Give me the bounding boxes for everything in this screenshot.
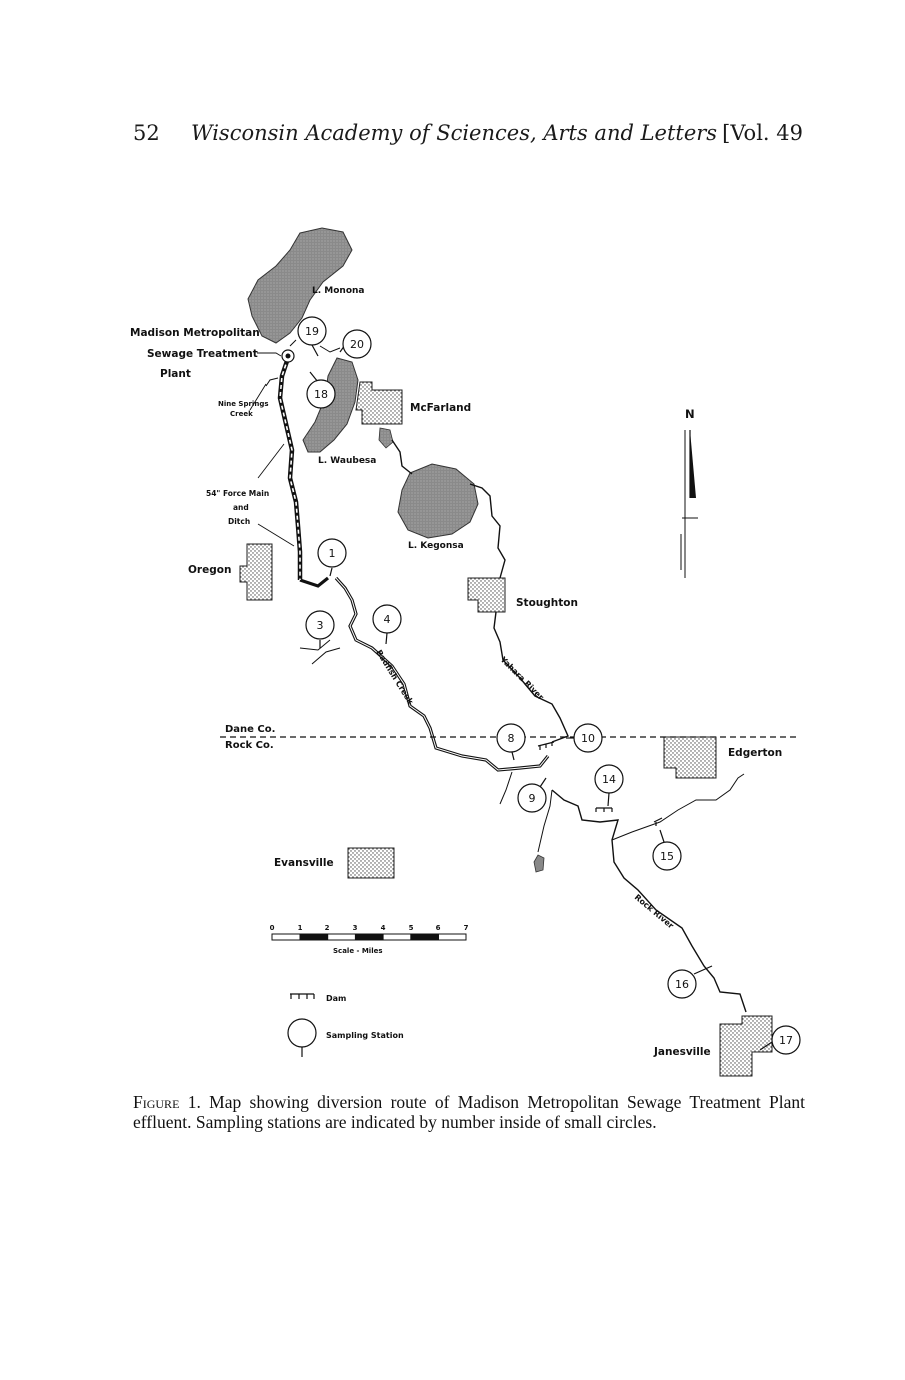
station-3-label: 3	[316, 619, 324, 632]
scale-tick-7: 7	[463, 924, 469, 932]
label-evansville: Evansville	[274, 857, 334, 869]
label-edgerton: Edgerton	[728, 747, 783, 759]
scale-label: Scale - Miles	[333, 947, 383, 955]
scale-bar	[272, 934, 466, 940]
treatment-plant-inner	[286, 354, 291, 359]
figure-caption	[133, 1092, 805, 1132]
label-nine-springs-line2: Creek	[230, 410, 253, 418]
label-lake-waubesa: L. Waubesa	[318, 456, 377, 466]
town-stoughton	[468, 578, 505, 612]
label-rock-river: Rock River	[632, 892, 676, 931]
station-16-label: 16	[675, 978, 689, 991]
legend-station-symbol	[288, 1019, 316, 1047]
page-number: 52	[133, 121, 160, 145]
scale-tick-5: 5	[408, 924, 414, 932]
town-oregon	[240, 544, 272, 600]
legend-dam-symbol	[290, 994, 314, 999]
label-force-main-line3: Ditch	[228, 517, 251, 526]
leader-lines	[250, 353, 294, 546]
journal-title: Wisconsin Academy of Sciences, Arts and Letters	[191, 121, 718, 145]
station-14-label: 14	[602, 773, 616, 786]
scale-tick-1: 1	[297, 924, 303, 932]
town-evansville	[348, 848, 394, 878]
station-4-label: 4	[383, 613, 391, 626]
label-dane-county: Dane Co.	[225, 724, 276, 735]
label-plant-line1: Madison Metropolitan	[130, 327, 260, 339]
station-10-label: 10	[581, 732, 595, 745]
label-oregon: Oregon	[188, 564, 232, 576]
town-edgerton	[664, 737, 716, 778]
scale-tick-0: 0	[269, 924, 275, 932]
station-markers	[298, 317, 800, 1054]
scale-tick-3: 3	[352, 924, 358, 932]
scale-tick-labels	[270, 924, 469, 932]
caption-text: Map showing diversion route of Madison Metropolitan Sewage Treatment Plant effluent. Sampling stations are indicated by number inside of small circles.	[133, 1092, 805, 1132]
station-19-label: 19	[305, 325, 319, 338]
station-9-label: 9	[528, 792, 536, 805]
label-plant-line3: Plant	[160, 368, 191, 380]
town-mcfarland	[356, 382, 402, 424]
scale-tick-2: 2	[324, 924, 330, 932]
label-nine-springs-line1: Nine Springs	[218, 400, 269, 408]
north-arrow	[681, 430, 698, 578]
station-8-label: 8	[507, 732, 515, 745]
station-18-label: 18	[314, 388, 328, 401]
pond-south	[534, 855, 544, 872]
caption-lead: Figure 1.	[133, 1092, 201, 1112]
label-janesville: Janesville	[654, 1046, 711, 1058]
label-badfish-creek: Badfish Creek	[374, 648, 415, 706]
label-lake-monona: L. Monona	[312, 286, 365, 296]
legend-station-label: Sampling Station	[326, 1031, 404, 1040]
station-1-label: 1	[328, 547, 336, 560]
label-lake-kegonsa: L. Kegonsa	[408, 541, 464, 551]
station-20-label: 20	[350, 338, 364, 351]
label-rock-county: Rock Co.	[225, 740, 274, 751]
scale-tick-6: 6	[435, 924, 441, 932]
small-lake	[379, 428, 393, 448]
label-stoughton: Stoughton	[516, 597, 578, 609]
label-plant-line2: Sewage Treatment	[147, 348, 258, 360]
north-label: N	[685, 407, 695, 421]
lake-kegonsa	[398, 464, 478, 538]
label-force-main-line2: and	[233, 503, 249, 512]
label-force-main-line1: 54" Force Main	[206, 489, 270, 498]
label-yahara-river: Yahara River	[498, 655, 546, 702]
volume-number: [Vol. 49	[722, 121, 803, 145]
station-15-label: 15	[660, 850, 674, 863]
label-mcfarland: McFarland	[410, 402, 472, 414]
town-janesville	[720, 1016, 772, 1076]
scale-tick-4: 4	[380, 924, 386, 932]
force-main-dashes	[280, 358, 300, 580]
station-17-label: 17	[779, 1034, 793, 1047]
legend-dam-label: Dam	[326, 994, 347, 1003]
